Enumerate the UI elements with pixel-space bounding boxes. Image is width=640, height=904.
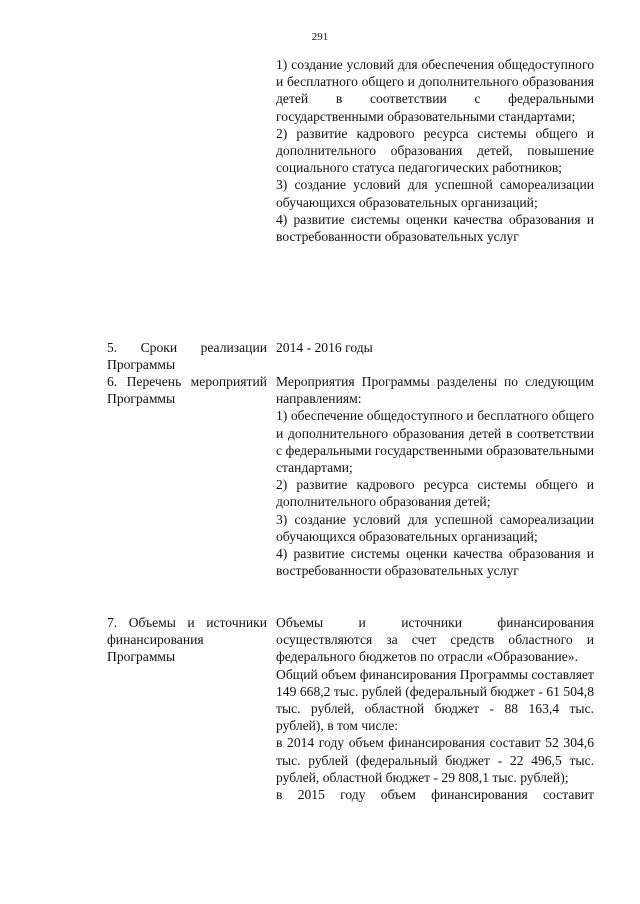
- section4-goals: [276, 56, 594, 245]
- section7-label: 7. Объемы и источники финансирования Программы: [107, 615, 267, 665]
- section6-item-4: 4) развитие системы оценки качества образования и востребованности образовательных услуг: [276, 546, 594, 579]
- section7-paragraph-4: в 2015 году объем финансирования составит: [276, 787, 594, 803]
- section7-content: [276, 614, 594, 803]
- section4-item-2: 2) развитие кадрового ресурса системы общего и дополнительного образования детей, повышение социального статуса педагогических работников;: [276, 125, 594, 176]
- section7-paragraph-1: Объемы и источники финансирования осуществляются за счет средств областного и федерального бюджетов по отрасли «Образование».: [276, 615, 594, 665]
- section4-item-3: 3) создание условий для успешной самореализации обучающихся образовательных организаций;: [276, 177, 594, 210]
- section6-item-2: 2) развитие кадрового ресурса системы общего и дополнительного образования детей;: [276, 477, 594, 510]
- section6-item-3: 3) создание условий для успешной самореализации обучающихся образовательных организаций;: [276, 511, 594, 544]
- section5-label: 5. Сроки реализации Программы: [107, 340, 267, 373]
- section7-paragraph-2: Общий объем финансирования Программы составляет 149 668,2 тыс. рублей (федеральный бюджет - 61 504,8 тыс. рублей, областной бюджет - 88 163,4 тыс. рублей), в том числе:: [276, 666, 594, 734]
- section6-item-1: 1) обеспечение общедоступного и бесплатного общего и дополнительного образования детей в соответствии с федеральными государственными образовательными стандартами;: [276, 408, 594, 476]
- section4-item-1: 1) создание условий для обеспечения общедоступного и бесплатного общего и дополнительного образования детей в соответствии с федеральными государственными образовательными стандартами;: [276, 57, 594, 124]
- section7-paragraph-3: в 2014 году объем финансирования составит 52 304,6 тыс. рублей (федеральный бюджет - 22 496,5 тыс. рублей, областной бюджет - 29 808,1 тыс. рублей);: [276, 735, 594, 785]
- section4-item-4: 4) развитие системы оценки качества образования и востребованности образовательных услуг: [276, 211, 594, 245]
- section6-intro: Мероприятия Программы разделены по следующим направлениям:: [276, 374, 594, 407]
- section5-value: 2014 - 2016 годы: [276, 340, 373, 355]
- section6-label: 6. Перечень мероприятий Программы: [107, 374, 267, 407]
- section6-content: [276, 373, 594, 579]
- page-number: 291: [311, 31, 329, 43]
